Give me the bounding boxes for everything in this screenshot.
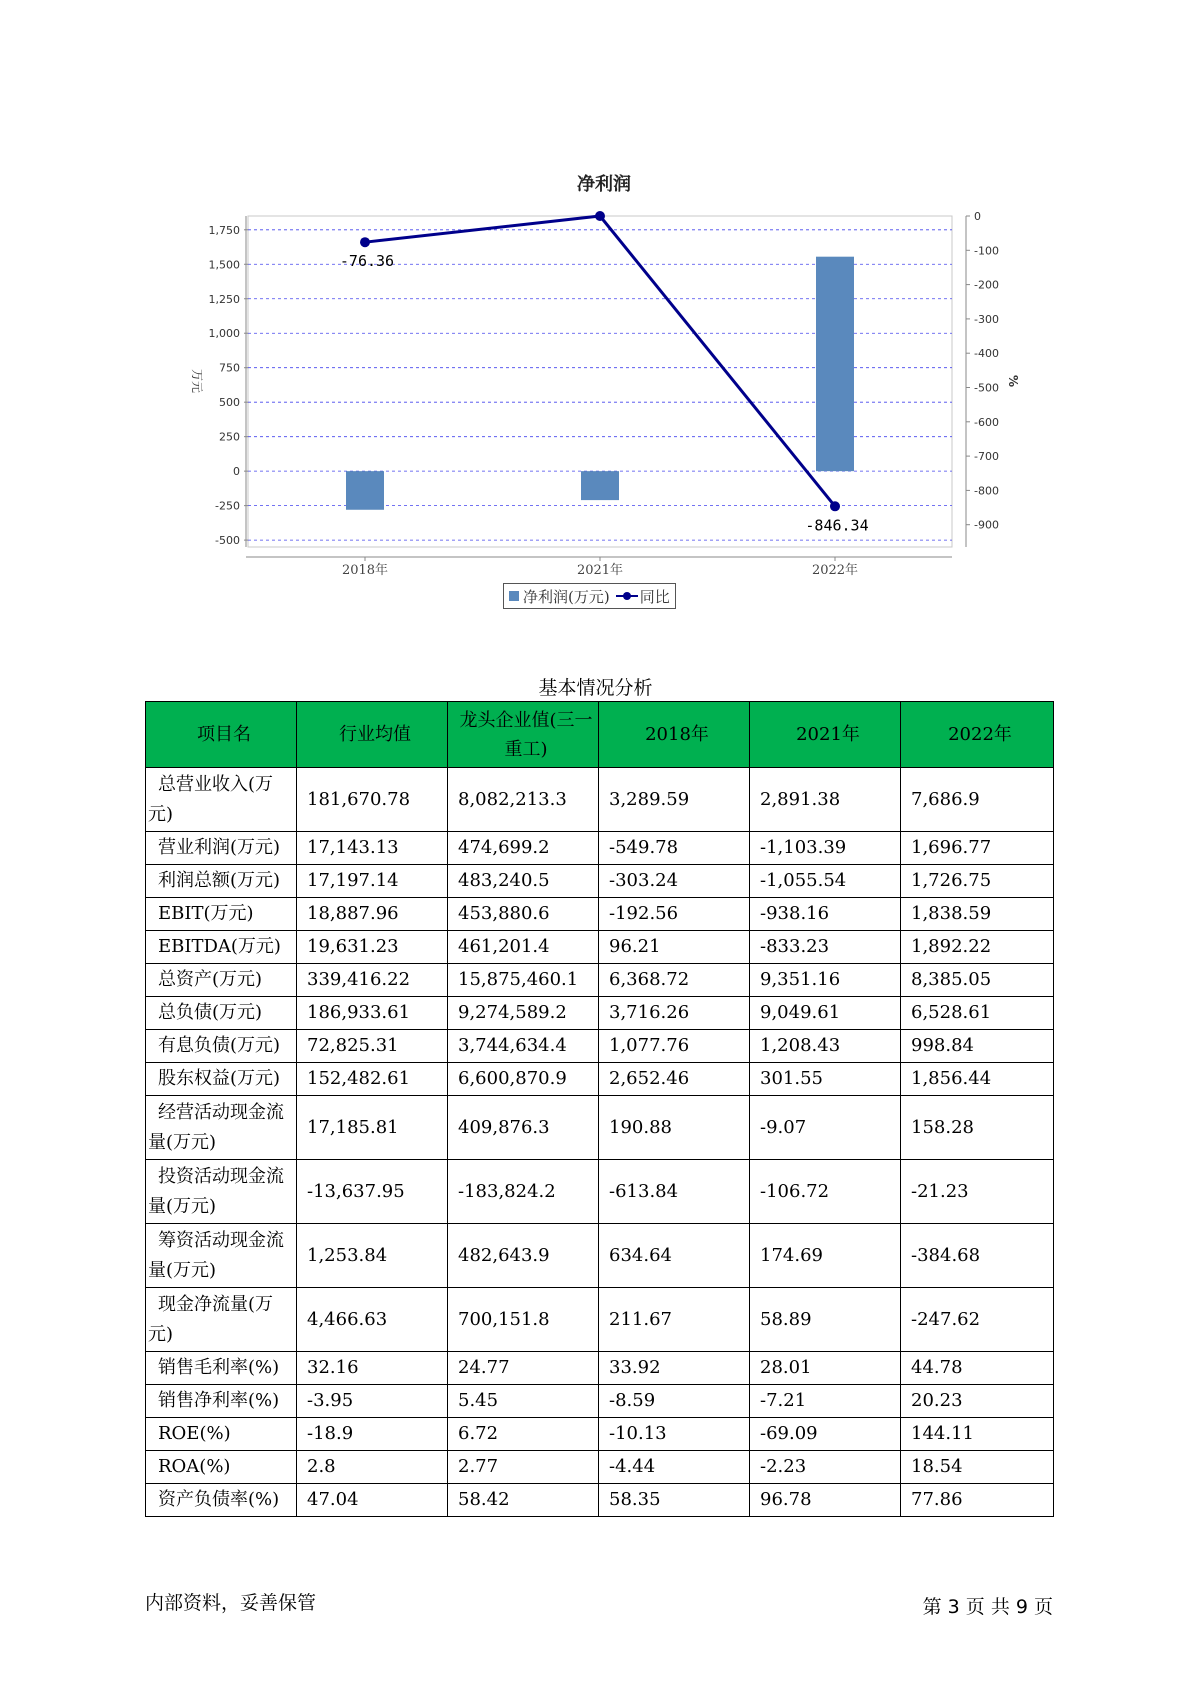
value-cell: 1,208.43 bbox=[750, 1030, 901, 1063]
y-tick-label: 0 bbox=[233, 465, 240, 479]
table-row bbox=[146, 1288, 1054, 1352]
value-cell: 211.67 bbox=[599, 1288, 750, 1352]
y2-tick-label: 0 bbox=[974, 210, 981, 223]
value-cell: 9,049.61 bbox=[750, 997, 901, 1030]
value-cell: -4.44 bbox=[599, 1451, 750, 1484]
row-label-cell: 资产负债率(%) bbox=[146, 1484, 297, 1517]
table-row bbox=[146, 1484, 1054, 1517]
value-cell: 409,876.3 bbox=[448, 1096, 599, 1160]
value-cell: 174.69 bbox=[750, 1224, 901, 1288]
value-cell: 96.21 bbox=[599, 931, 750, 964]
value-cell: 6,600,870.9 bbox=[448, 1063, 599, 1096]
y-tick-label: -500 bbox=[215, 534, 240, 548]
x-tick-label: 2021年 bbox=[576, 563, 624, 578]
value-cell: 190.88 bbox=[599, 1096, 750, 1160]
y-tick-label: 500 bbox=[219, 396, 240, 410]
value-cell: 72,825.31 bbox=[297, 1030, 448, 1063]
value-cell: 634.64 bbox=[599, 1224, 750, 1288]
value-cell: -1,055.54 bbox=[750, 865, 901, 898]
value-cell: 18.54 bbox=[901, 1451, 1054, 1484]
value-cell: -192.56 bbox=[599, 898, 750, 931]
y2-tick-label: -800 bbox=[974, 484, 999, 498]
value-cell: -247.62 bbox=[901, 1288, 1054, 1352]
value-cell: 152,482.61 bbox=[297, 1063, 448, 1096]
y-tick-label: 1,250 bbox=[208, 292, 240, 306]
value-cell: 28.01 bbox=[750, 1352, 901, 1385]
value-cell: 4,466.63 bbox=[297, 1288, 448, 1352]
header-2021: 2021年 bbox=[750, 702, 901, 768]
value-cell: 1,856.44 bbox=[901, 1063, 1054, 1096]
y2-axis-title: % bbox=[1006, 374, 1020, 388]
table-row bbox=[146, 1352, 1054, 1385]
header-leader-value: 龙头企业值(三一重工) bbox=[448, 702, 599, 768]
yoy-point bbox=[360, 237, 370, 247]
value-cell: -384.68 bbox=[901, 1224, 1054, 1288]
value-cell: 482,643.9 bbox=[448, 1224, 599, 1288]
table-row bbox=[146, 898, 1054, 931]
y2-tick-label: -300 bbox=[974, 312, 999, 326]
row-label-cell: 利润总额(万元) bbox=[146, 865, 297, 898]
value-cell: 998.84 bbox=[901, 1030, 1054, 1063]
value-cell: -9.07 bbox=[750, 1096, 901, 1160]
y-tick-label: 1,500 bbox=[208, 258, 240, 272]
value-cell: 33.92 bbox=[599, 1352, 750, 1385]
value-cell: 9,351.16 bbox=[750, 964, 901, 997]
row-label-cell: 现金净流量(万元) bbox=[146, 1288, 297, 1352]
value-cell: -938.16 bbox=[750, 898, 901, 931]
table-row bbox=[146, 1224, 1054, 1288]
y-tick-label: -250 bbox=[215, 499, 240, 513]
y-axis-title: 万元 bbox=[190, 368, 204, 394]
row-label-cell: 筹资活动现金流量(万元) bbox=[146, 1224, 297, 1288]
header-item-name: 项目名 bbox=[146, 702, 297, 768]
value-cell: -69.09 bbox=[750, 1418, 901, 1451]
table-row bbox=[146, 768, 1054, 832]
value-cell: -8.59 bbox=[599, 1385, 750, 1418]
value-cell: 20.23 bbox=[901, 1385, 1054, 1418]
table-row bbox=[146, 1385, 1054, 1418]
chart-canvas bbox=[0, 0, 1191, 640]
table-row bbox=[146, 1160, 1054, 1224]
y-tick-label: 1,000 bbox=[208, 327, 240, 341]
table-row bbox=[146, 1030, 1054, 1063]
value-cell: 1,696.77 bbox=[901, 832, 1054, 865]
value-cell: 461,201.4 bbox=[448, 931, 599, 964]
value-cell: 47.04 bbox=[297, 1484, 448, 1517]
value-cell: 474,699.2 bbox=[448, 832, 599, 865]
value-cell: -10.13 bbox=[599, 1418, 750, 1451]
value-cell: 144.11 bbox=[901, 1418, 1054, 1451]
value-cell: -13,637.95 bbox=[297, 1160, 448, 1224]
value-cell: 58.89 bbox=[750, 1288, 901, 1352]
value-cell: -833.23 bbox=[750, 931, 901, 964]
table-row bbox=[146, 865, 1054, 898]
value-cell: -183,824.2 bbox=[448, 1160, 599, 1224]
value-cell: 15,875,460.1 bbox=[448, 964, 599, 997]
value-cell: 17,143.13 bbox=[297, 832, 448, 865]
bar bbox=[346, 471, 384, 510]
y2-tick-label: -500 bbox=[974, 381, 999, 395]
table-header-row bbox=[146, 702, 1054, 768]
chart-title: 净利润 bbox=[577, 174, 631, 195]
legend-line-label: 同比 bbox=[639, 587, 670, 606]
value-cell: 3,716.26 bbox=[599, 997, 750, 1030]
yoy-point bbox=[595, 211, 605, 221]
y2-tick-label: -100 bbox=[974, 244, 999, 258]
value-cell: -18.9 bbox=[297, 1418, 448, 1451]
row-label-cell: 销售净利率(%) bbox=[146, 1385, 297, 1418]
value-cell: 8,082,213.3 bbox=[448, 768, 599, 832]
row-label-cell: 总营业收入(万元) bbox=[146, 768, 297, 832]
row-label-cell: ROA(%) bbox=[146, 1451, 297, 1484]
value-cell: 17,197.14 bbox=[297, 865, 448, 898]
value-cell: -549.78 bbox=[599, 832, 750, 865]
table-row bbox=[146, 931, 1054, 964]
value-cell: -106.72 bbox=[750, 1160, 901, 1224]
legend-line-swatch bbox=[616, 591, 638, 601]
bar bbox=[816, 257, 854, 471]
x-tick-label: 2022年 bbox=[811, 563, 859, 578]
bar bbox=[581, 471, 619, 500]
x-tick-label: 2018年 bbox=[341, 563, 389, 578]
value-cell: 6,368.72 bbox=[599, 964, 750, 997]
table-row bbox=[146, 964, 1054, 997]
value-cell: 5.45 bbox=[448, 1385, 599, 1418]
y2-tick-label: -200 bbox=[974, 278, 999, 292]
header-2018: 2018年 bbox=[599, 702, 750, 768]
value-cell: 1,838.59 bbox=[901, 898, 1054, 931]
value-cell: 1,726.75 bbox=[901, 865, 1054, 898]
net-profit-chart bbox=[0, 0, 1191, 640]
row-label-cell: 股东权益(万元) bbox=[146, 1063, 297, 1096]
header-industry-avg: 行业均值 bbox=[297, 702, 448, 768]
value-cell: 9,274,589.2 bbox=[448, 997, 599, 1030]
row-label-cell: 投资活动现金流量(万元) bbox=[146, 1160, 297, 1224]
value-cell: -613.84 bbox=[599, 1160, 750, 1224]
value-cell: -7.21 bbox=[750, 1385, 901, 1418]
value-cell: 3,744,634.4 bbox=[448, 1030, 599, 1063]
row-label-cell: 总负债(万元) bbox=[146, 997, 297, 1030]
table-row bbox=[146, 1451, 1054, 1484]
table-caption: 基本情况分析 bbox=[538, 677, 653, 699]
y2-tick-label: -600 bbox=[974, 415, 999, 429]
yoy-data-label: -846.34 bbox=[805, 516, 869, 535]
footer-page-number: 第 3 页 共 9 页 bbox=[922, 1596, 1053, 1618]
value-cell: 6,528.61 bbox=[901, 997, 1054, 1030]
value-cell: -21.23 bbox=[901, 1160, 1054, 1224]
value-cell: 24.77 bbox=[448, 1352, 599, 1385]
row-label-cell: EBITDA(万元) bbox=[146, 931, 297, 964]
value-cell: 453,880.6 bbox=[448, 898, 599, 931]
value-cell: 2.8 bbox=[297, 1451, 448, 1484]
y-tick-label: 750 bbox=[219, 361, 240, 375]
value-cell: 483,240.5 bbox=[448, 865, 599, 898]
row-label-cell: 经营活动现金流量(万元) bbox=[146, 1096, 297, 1160]
value-cell: 7,686.9 bbox=[901, 768, 1054, 832]
yoy-point bbox=[830, 501, 840, 511]
row-label-cell: 营业利润(万元) bbox=[146, 832, 297, 865]
y2-tick-label: -400 bbox=[974, 347, 999, 361]
value-cell: 1,077.76 bbox=[599, 1030, 750, 1063]
table-row bbox=[146, 997, 1054, 1030]
table-row bbox=[146, 832, 1054, 865]
basic-analysis-table bbox=[145, 701, 1054, 1517]
y2-tick-label: -900 bbox=[974, 518, 999, 532]
value-cell: 181,670.78 bbox=[297, 768, 448, 832]
value-cell: 339,416.22 bbox=[297, 964, 448, 997]
yoy-data-label: -76.36 bbox=[339, 252, 395, 271]
value-cell: 301.55 bbox=[750, 1063, 901, 1096]
value-cell: 1,253.84 bbox=[297, 1224, 448, 1288]
row-label-cell: EBIT(万元) bbox=[146, 898, 297, 931]
value-cell: -3.95 bbox=[297, 1385, 448, 1418]
value-cell: -2.23 bbox=[750, 1451, 901, 1484]
row-label-cell: ROE(%) bbox=[146, 1418, 297, 1451]
y2-tick-label: -700 bbox=[974, 450, 999, 464]
value-cell: 2.77 bbox=[448, 1451, 599, 1484]
value-cell: 58.42 bbox=[448, 1484, 599, 1517]
row-label-cell: 总资产(万元) bbox=[146, 964, 297, 997]
value-cell: 44.78 bbox=[901, 1352, 1054, 1385]
value-cell: -303.24 bbox=[599, 865, 750, 898]
value-cell: 186,933.61 bbox=[297, 997, 448, 1030]
y-tick-label: 250 bbox=[219, 430, 240, 444]
row-label-cell: 有息负债(万元) bbox=[146, 1030, 297, 1063]
footer-confidential: 内部资料，妥善保管 bbox=[145, 1592, 317, 1614]
legend-bar-swatch bbox=[509, 591, 519, 601]
value-cell: -1,103.39 bbox=[750, 832, 901, 865]
value-cell: 19,631.23 bbox=[297, 931, 448, 964]
value-cell: 96.78 bbox=[750, 1484, 901, 1517]
table-row bbox=[146, 1063, 1054, 1096]
value-cell: 17,185.81 bbox=[297, 1096, 448, 1160]
table-row bbox=[146, 1418, 1054, 1451]
value-cell: 1,892.22 bbox=[901, 931, 1054, 964]
value-cell: 3,289.59 bbox=[599, 768, 750, 832]
value-cell: 700,151.8 bbox=[448, 1288, 599, 1352]
value-cell: 77.86 bbox=[901, 1484, 1054, 1517]
value-cell: 2,891.38 bbox=[750, 768, 901, 832]
table-row bbox=[146, 1096, 1054, 1160]
value-cell: 8,385.05 bbox=[901, 964, 1054, 997]
value-cell: 6.72 bbox=[448, 1418, 599, 1451]
legend-bar-label: 净利润(万元) bbox=[523, 587, 610, 606]
y-tick-label: 1,750 bbox=[208, 223, 240, 237]
chart-legend bbox=[503, 583, 676, 609]
value-cell: 2,652.46 bbox=[599, 1063, 750, 1096]
value-cell: 18,887.96 bbox=[297, 898, 448, 931]
row-label-cell: 销售毛利率(%) bbox=[146, 1352, 297, 1385]
value-cell: 158.28 bbox=[901, 1096, 1054, 1160]
header-2022: 2022年 bbox=[901, 702, 1054, 768]
value-cell: 58.35 bbox=[599, 1484, 750, 1517]
value-cell: 32.16 bbox=[297, 1352, 448, 1385]
